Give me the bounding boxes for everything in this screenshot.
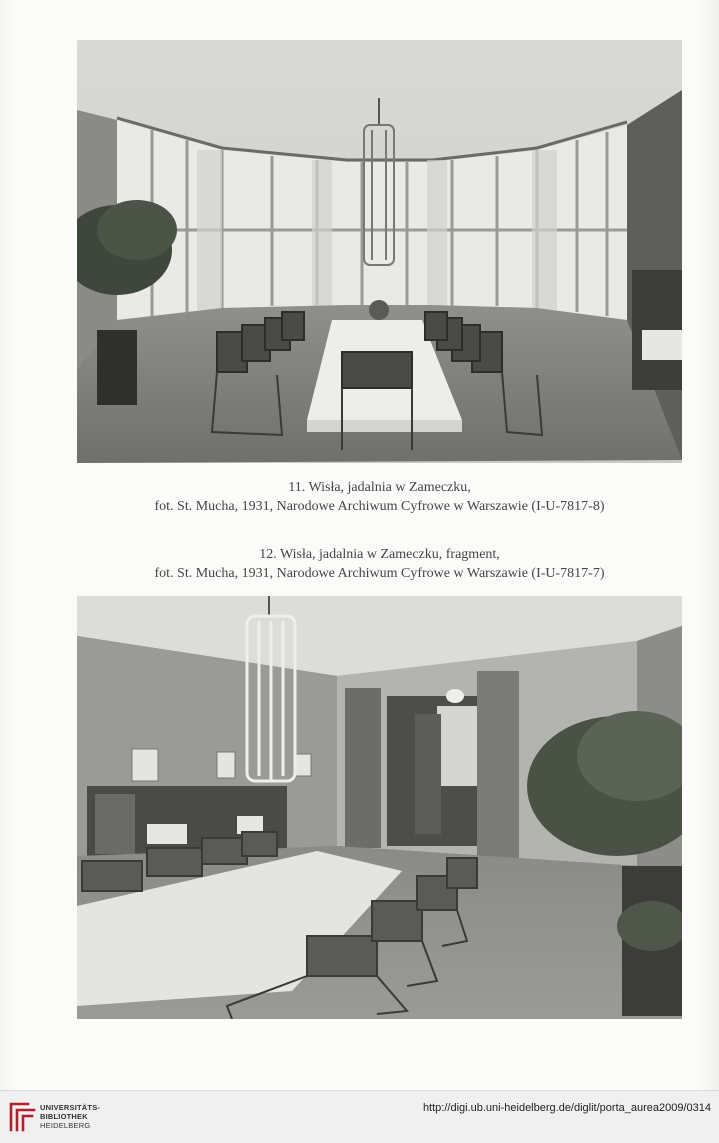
- footer-bar: [0, 1090, 719, 1143]
- library-logo-icon: [8, 1099, 36, 1133]
- source-url-link[interactable]: http://digi.ub.uni-heidelberg.de/diglit/porta_aurea2009/0314: [422, 1102, 711, 1114]
- logo-line-2: BIBLIOTHEK: [40, 1112, 88, 1121]
- caption-12-title: 12. Wisła, jadalnia w Zameczku, fragment,: [259, 547, 500, 562]
- figure-caption-12: [0, 545, 719, 583]
- logo-line-1: UNIVERSITÄTS-: [40, 1103, 101, 1112]
- caption-11-title: 11. Wisła, jadalnia w Zameczku,: [288, 480, 471, 495]
- caption-11-credit: fot. St. Mucha, 1931, Narodowe Archiwum Cyfrowe w Warszawie (I-U-7817-8): [154, 499, 605, 514]
- photo-dining-room: [77, 40, 682, 463]
- caption-12-credit: fot. St. Mucha, 1931, Narodowe Archiwum Cyfrowe w Warszawie (I-U-7817-7): [154, 566, 605, 581]
- logo-line-3: HEIDELBERG: [40, 1121, 91, 1130]
- photo-dining-room-fragment: [77, 596, 682, 1019]
- figure-caption-11: [0, 478, 719, 516]
- library-logo-text: [40, 1103, 100, 1130]
